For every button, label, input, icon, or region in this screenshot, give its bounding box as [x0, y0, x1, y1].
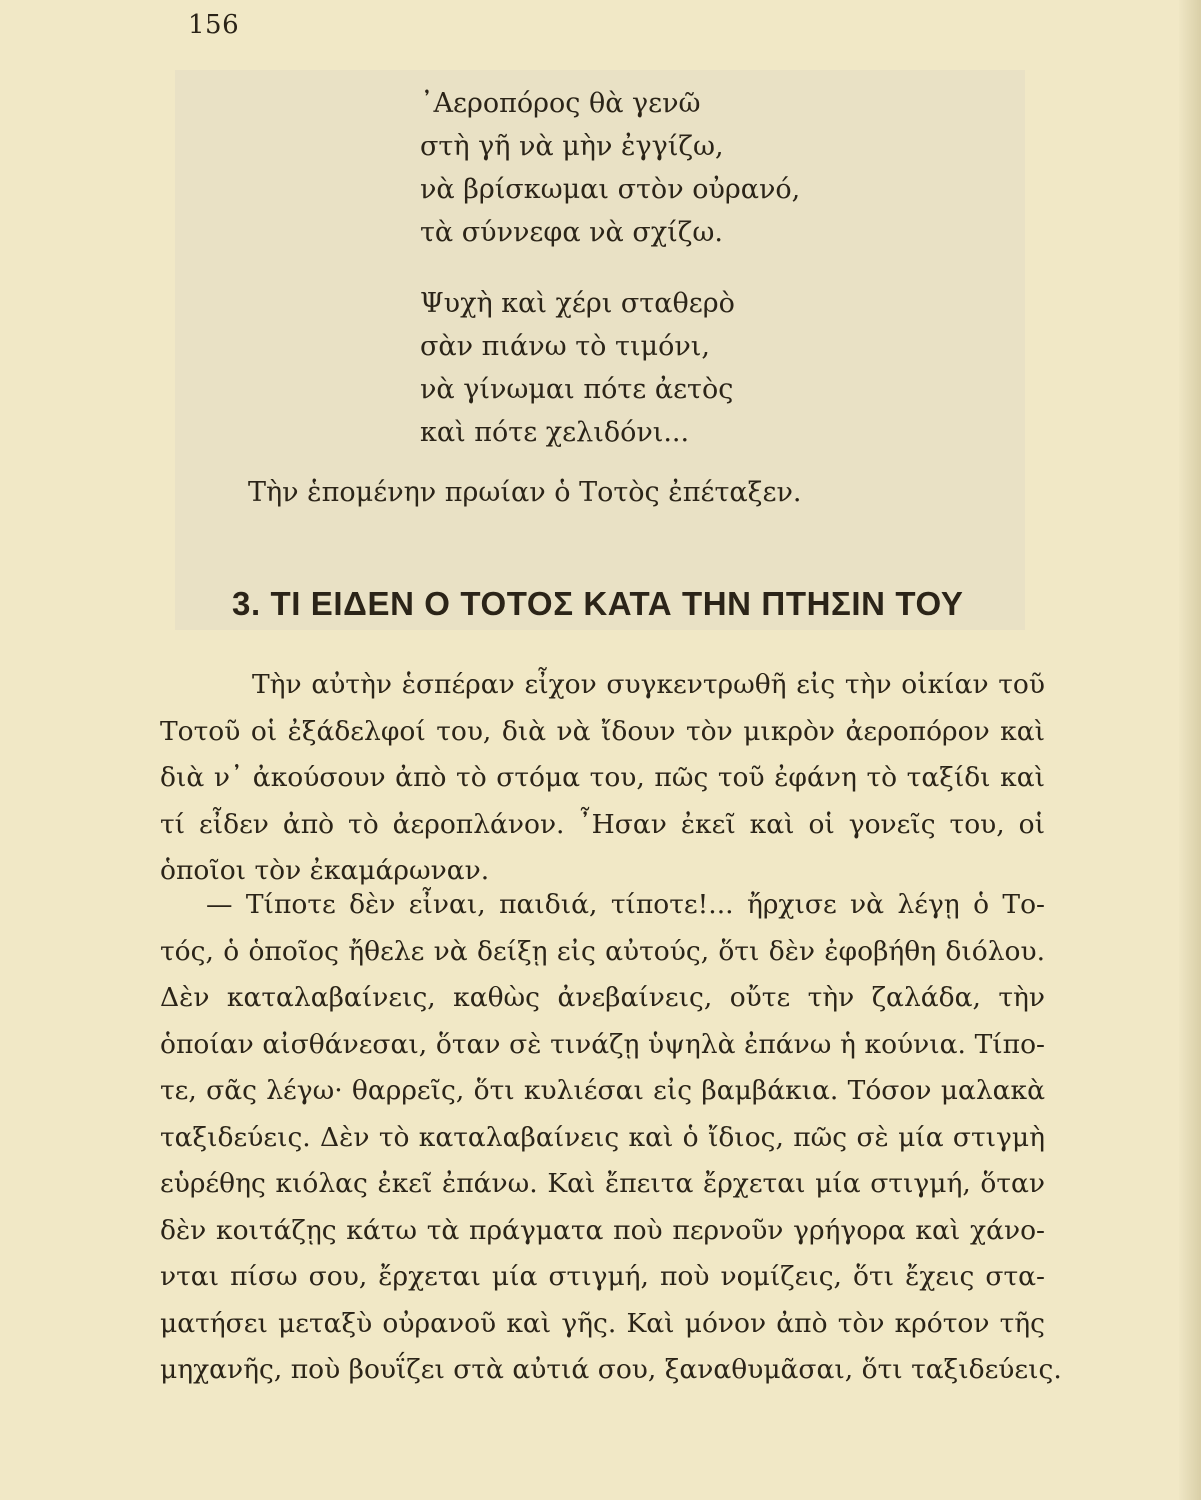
text-line: Τοτοῦ οἱ ἐξάδελφοί του, διὰ νὰ ἴδουν τὸν μικρὸν ἀεροπόρον καὶ — [160, 715, 1045, 747]
page-edge — [1179, 0, 1201, 1500]
text-line: ὁποίαν αἰσθάνεσαι, ὅταν σὲ τινάζῃ ὑψηλὰ ἐπάνω ἡ κούνια. Τίπο- — [160, 1028, 1045, 1060]
poem-line: σὰν πιάνω τὸ τιμόνι, — [420, 331, 710, 362]
closing-line: Τὴν ἑπομένην πρωίαν ὁ Τοτὸς ἐπέταξεν. — [248, 477, 802, 508]
text-line: ὁποῖοι τὸν ἐκαμάρωναν. — [160, 855, 490, 886]
poem-line: Ψυχὴ καὶ χέρι σταθερὸ — [420, 288, 735, 319]
text-line: δὲν κοιτάζῃς κάτω τὰ πράγματα ποὺ περνοῦν γρήγορα καὶ χάνο- — [160, 1214, 1045, 1246]
section-heading: 3. ΤΙ ΕΙΔΕΝ Ο ΤΟΤΟΣ ΚΑΤΑ ΤΗΝ ΠΤΗΣΙΝ ΤΟΥ — [232, 585, 964, 622]
poem-line: ᾿Αεροπόρος θὰ γενῶ — [420, 88, 701, 119]
paragraph-1 — [160, 662, 1045, 895]
text-line: ματήσει μεταξὺ οὐρανοῦ καὶ γῆς. Καὶ μόνον ἀπὸ τὸν κρότον τῆς — [160, 1307, 1045, 1339]
text-line: — Τίποτε δὲν εἶναι, παιδιά, τίποτε!... ἤρχισε νὰ λέγῃ ὁ Το- — [206, 889, 1045, 920]
paragraph-2 — [160, 882, 1062, 1394]
poem-line: καὶ πότε χελιδόνι... — [420, 417, 690, 448]
text-line: τός, ὁ ὁποῖος ἤθελε νὰ δείξῃ εἰς αὐτούς, ὅτι δὲν ἐφοβήθη διόλου. — [160, 935, 1045, 967]
poem-line: στὴ γῆ νὰ μὴν ἐγγίζω, — [420, 131, 724, 162]
text-line: τί εἶδεν ἀπὸ τὸ ἀεροπλάνον. ῏Ησαν ἐκεῖ καὶ οἱ γονεῖς του, οἱ — [160, 808, 1045, 840]
poem-stanza-1 — [420, 82, 1020, 254]
text-line: μηχανῆς, ποὺ βουΐζει στὰ αὐτιά σου, ξαναθυμᾶσαι, ὅτι ταξιδεύεις. — [160, 1354, 1062, 1385]
text-line: ταξιδεύεις. Δὲν τὸ καταλαβαίνεις καὶ ὁ ἴδιος, πῶς σὲ μία στιγμὴ — [160, 1121, 1045, 1153]
text-line: νται πίσω σου, ἔρχεται μία στιγμή, ποὺ νομίζεις, ὅτι ἔχεις στα- — [160, 1261, 1045, 1292]
text-line: Δὲν καταλαβαίνεις, καθὼς ἀνεβαίνεις, οὔτε τὴν ζαλάδα, τὴν — [160, 982, 1045, 1013]
text-line: διὰ ν᾿ ἀκούσουν ἀπὸ τὸ στόμα του, πῶς τοῦ ἐφάνη τὸ ταξίδι καὶ — [160, 762, 1045, 793]
poem-line: τὰ σύννεφα νὰ σχίζω. — [420, 217, 723, 248]
poem-stanza-2 — [420, 282, 1020, 454]
poem-line: νὰ γίνωμαι πότε ἀετὸς — [420, 374, 734, 405]
page-number: 156 — [188, 10, 240, 40]
poem-line: νὰ βρίσκωμαι στὸν οὐρανό, — [420, 174, 801, 205]
text-line: Τὴν αὐτὴν ἑσπέραν εἶχον συγκεντρωθῆ εἰς τὴν οἰκίαν τοῦ — [252, 669, 1045, 700]
text-line: τε, σᾶς λέγω· θαρρεῖς, ὅτι κυλιέσαι εἰς βαμβάκια. Τόσον μαλακὰ — [160, 1075, 1045, 1106]
text-line: εὑρέθης κιόλας ἐκεῖ ἐπάνω. Καὶ ἔπειτα ἔρχεται μία στιγμή, ὅταν — [160, 1168, 1045, 1199]
